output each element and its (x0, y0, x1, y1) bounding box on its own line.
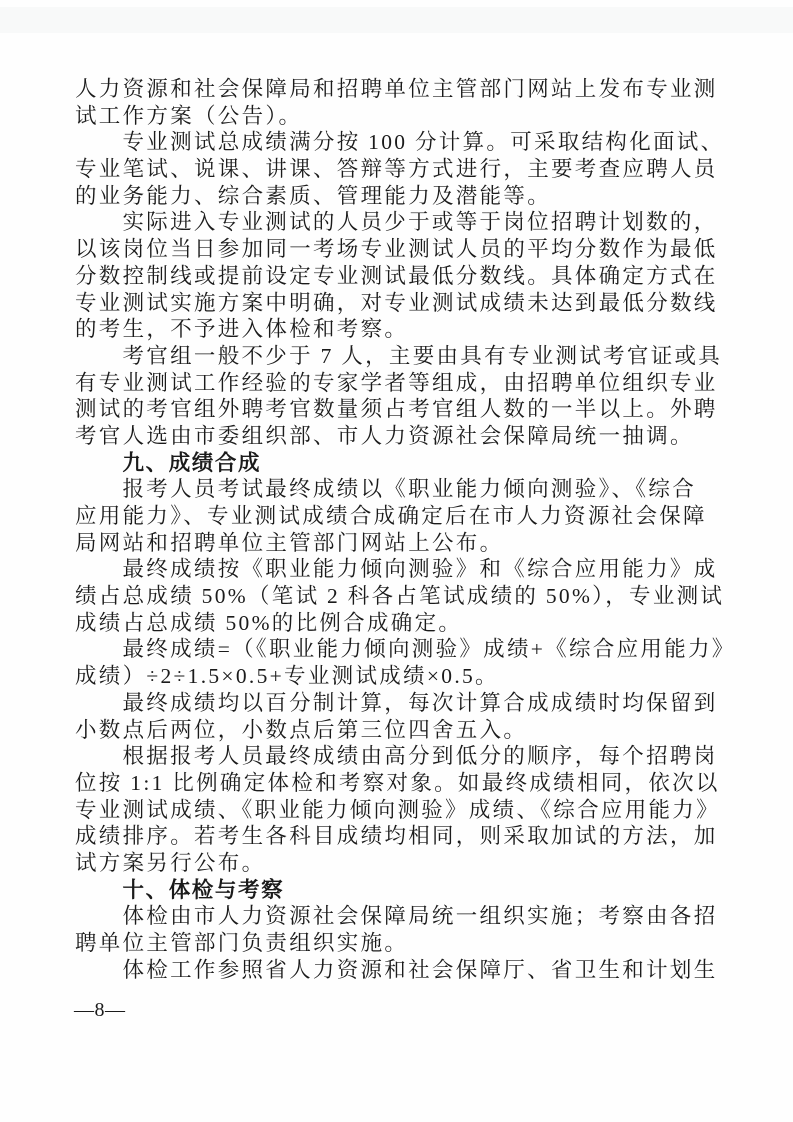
page-number: —8— (74, 999, 126, 1021)
text-line: 绩占总成绩 50%（笔试 2 科各占笔试成绩的 50%），专业测试 (75, 584, 725, 609)
text-line: 考官组一般不少于 7 人，主要由具有专业测试考官证或具 (122, 343, 723, 368)
section-heading: 十、体检与考察 (122, 877, 285, 902)
text-line: 最终成绩均以百分制计算，每次计算合成成绩时均保留到 (122, 690, 718, 715)
text-line: 有专业测试工作经验的专家学者等组成，由招聘单位组织专业 (75, 370, 718, 395)
section-heading: 九、成绩合成 (122, 450, 262, 475)
text-line: 成绩）÷2÷1.5×0.5+专业测试成绩×0.5。 (75, 664, 499, 689)
text-line: 位按 1:1 比例确定体检和考察对象。如最终成绩相同，依次以 (75, 770, 720, 795)
text-line: 专业测试实施方案中明确，对专业测试成绩未达到最低分数线 (75, 290, 718, 315)
text-line: 体检工作参照省人力资源和社会保障厅、省卫生和计划生 (122, 957, 718, 982)
text-line: 最终成绩按《职业能力倾向测验》和《综合应用能力》成 (122, 557, 718, 582)
text-line: 专业笔试、说课、讲课、答辩等方式进行，主要考查应聘人员 (75, 157, 718, 182)
text-block (75, 76, 736, 983)
text-line: 测试的考官组外聘考官数量须占考官组人数的一半以上。外聘 (75, 397, 718, 422)
text-line: 体检由市人力资源社会保障局统一组织实施；考察由各招 (122, 904, 718, 929)
text-line: 成绩排序。若考生各科目成绩均相同，则采取加试的方法，加 (75, 824, 718, 849)
text-line: 试方案另行公布。 (75, 850, 266, 875)
text-line: 聘单位主管部门负责组织实施。 (75, 931, 409, 955)
text-line: 专业测试成绩、《职业能力倾向测验》成绩、《综合应用能力》 (75, 797, 720, 822)
text-line: 的业务能力、综合素质、管理能力及潜能等。 (75, 183, 552, 208)
text-line: 实际进入专业测试的人员少于或等于岗位招聘计划数的， (122, 210, 718, 235)
text-line: 分数控制线或提前设定专业测试最低分数线。具体确定方式在 (75, 263, 718, 288)
text-line: 局网站和招聘单位主管部门网站上公布。 (75, 530, 504, 555)
text-line: 成绩占总成绩 50%的比例合成确定。 (75, 610, 463, 635)
text-line: 的考生，不予进入体检和考察。 (75, 317, 409, 342)
text-line: 人力资源和社会保障局和招聘单位主管部门网站上发布专业测 (75, 77, 718, 101)
text-line: 报考人员考试最终成绩以《职业能力倾向测验》、《综合 (122, 477, 697, 502)
text-line: 小数点后两位，小数点后第三位四舍五入。 (75, 717, 528, 742)
scan-artifact-band (0, 7, 793, 33)
text-line: 根据报考人员最终成绩由高分到低分的顺序，每个招聘岗 (122, 744, 718, 769)
text-line: 以该岗位当日参加同一考场专业测试人员的平均分数作为最低 (75, 237, 718, 262)
text-line: 考官人选由市委组织部、市人力资源社会保障局统一抽调。 (75, 423, 694, 448)
text-line: 应用能力》、专业测试成绩合成确定后在市人力资源社会保障 (75, 504, 707, 528)
text-line: 专业测试总成绩满分按 100 分计算。可采取结构化面试、 (122, 130, 725, 155)
text-line: 试工作方案（公告）。 (75, 103, 303, 128)
text-line: 最终成绩=（《职业能力倾向测验》成绩+《综合应用能力》 (122, 637, 736, 662)
